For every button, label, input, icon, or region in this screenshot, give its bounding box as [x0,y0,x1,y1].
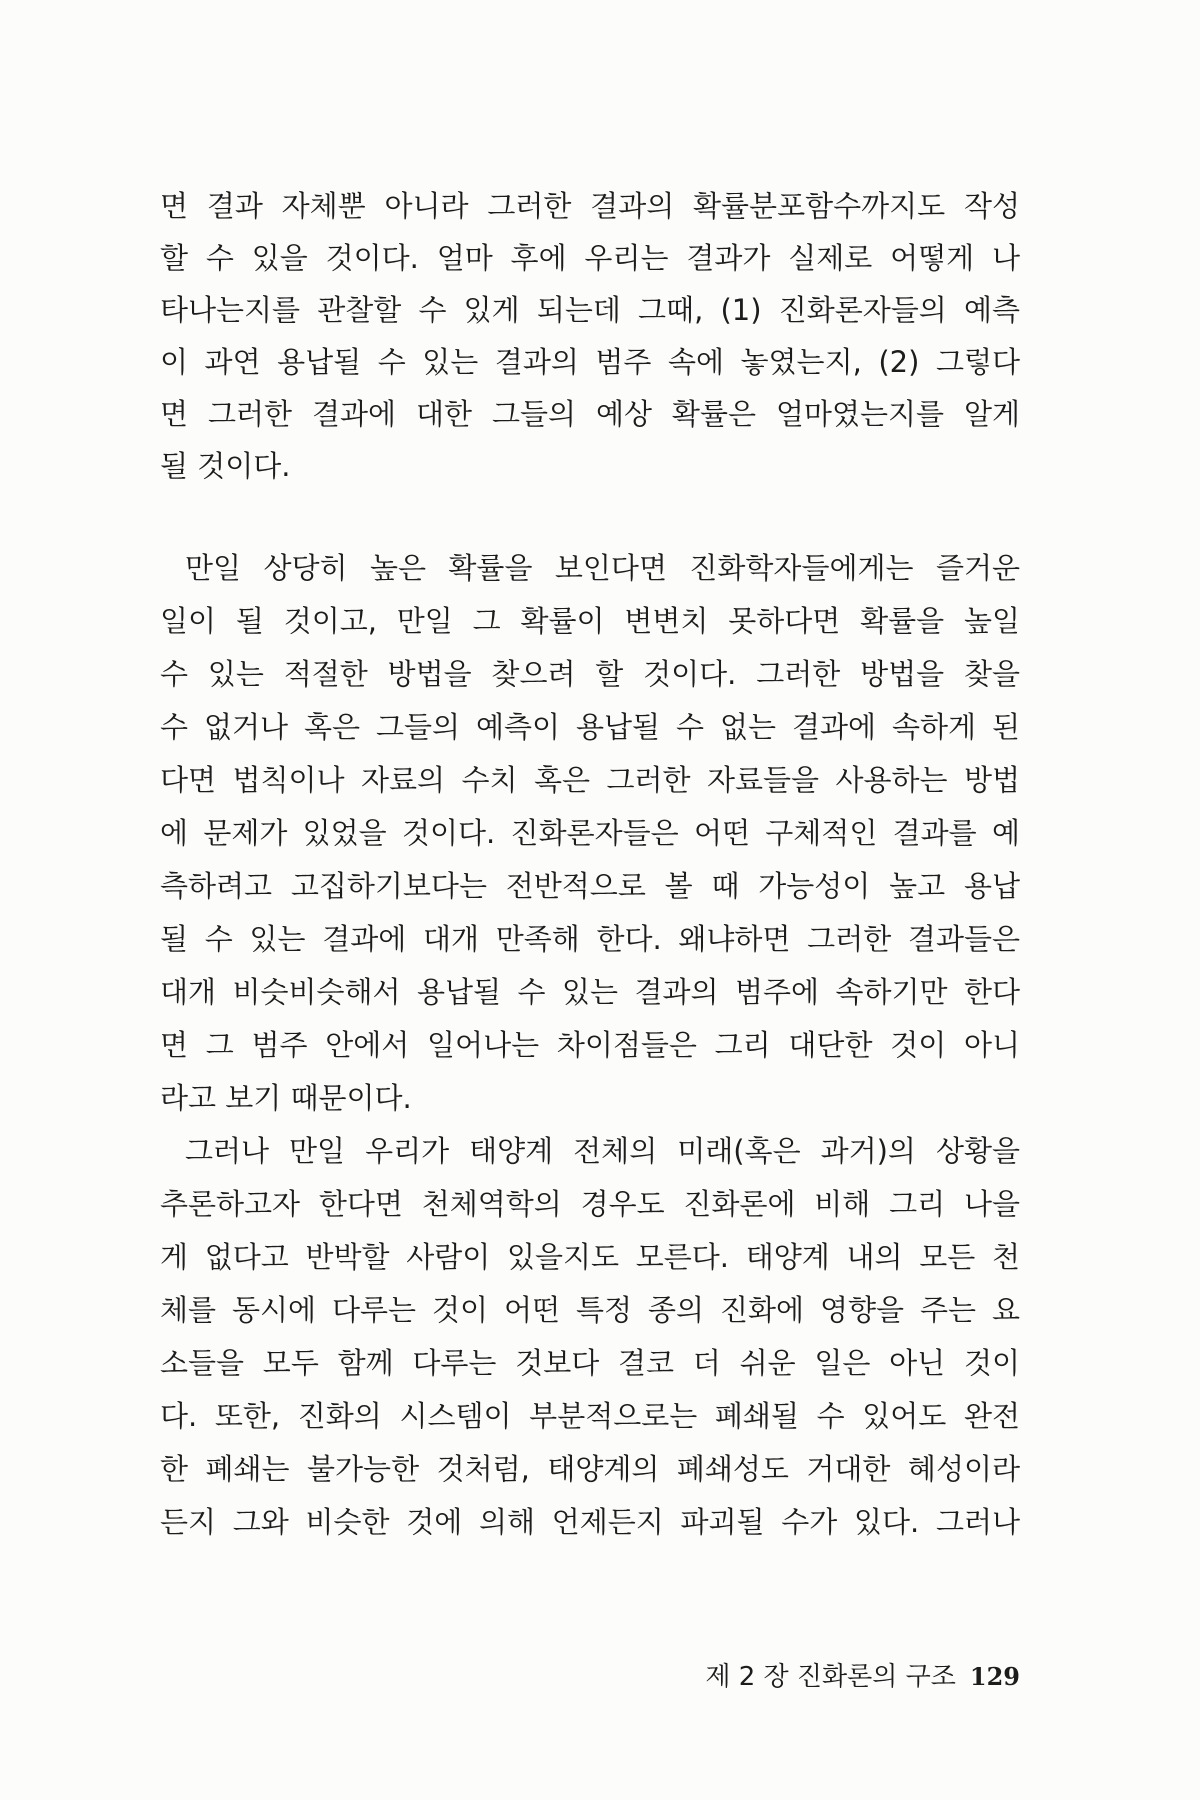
text-line: 면 결과 자체뿐 아니라 그러한 결과의 확률분포함수까지도 작성 [160,189,1020,223]
text-line: 할 수 있을 것이다. 얼마 후에 우리는 결과가 실제로 어떻게 나 [160,241,1020,275]
text-line: 추론하고자 한다면 천체역학의 경우도 진화론에 비해 그리 나을 [160,1187,1020,1221]
text-line: 다면 법칙이나 자료의 수치 혹은 그러한 자료들을 사용하는 방법 [160,763,1020,797]
page-number: 129 [969,1662,1020,1691]
text-line: 면 그 범주 안에서 일어나는 차이점들은 그리 대단한 것이 아니 [160,1028,1020,1062]
text-line: 소들을 모두 함께 다루는 것보다 결코 더 쉬운 일은 아닌 것이 [160,1346,1020,1380]
text-line: 한 폐쇄는 불가능한 것처럼, 태양계의 폐쇄성도 거대한 혜성이라 [160,1452,1020,1486]
text-line: 될 수 있는 결과에 대개 만족해 한다. 왜냐하면 그러한 결과들은 [160,922,1020,956]
text-line: 체를 동시에 다루는 것이 어떤 특정 종의 진화에 영향을 주는 요 [160,1293,1020,1327]
chapter-title: 제 2 장 진화론의 구조 [705,1662,956,1692]
text-line: 라고 보기 때문이다. [160,1081,412,1115]
text-line: 타나는지를 관찰할 수 있게 되는데 그때, (1) 진화론자들의 예측 [160,293,1020,327]
text-line: 게 없다고 반박할 사람이 있을지도 모른다. 태양계 내의 모든 천 [160,1240,1020,1274]
text-line: 대개 비슷비슷해서 용납될 수 있는 결과의 범주에 속하기만 한다 [160,975,1020,1009]
text-line: 에 문제가 있었을 것이다. 진화론자들은 어떤 구체적인 결과를 예 [160,816,1020,850]
text-line: 이 과연 용납될 수 있는 결과의 범주 속에 놓였는지, (2) 그렇다 [160,345,1020,379]
text-line: 수 있는 적절한 방법을 찾으려 할 것이다. 그러한 방법을 찾을 [160,657,1020,691]
paragraph-first-line: 만일 상당히 높은 확률을 보인다면 진화학자들에게는 즐거운 [185,551,1020,585]
text-line: 일이 될 것이고, 만일 그 확률이 변변치 못하다면 확률을 높일 [160,604,1020,638]
text-line: 수 없거나 혹은 그들의 예측이 용납될 수 없는 결과에 속하게 된 [160,710,1020,744]
text-line: 든지 그와 비슷한 것에 의해 언제든지 파괴될 수가 있다. 그러나 [160,1505,1020,1539]
text-line: 될 것이다. [160,449,291,483]
text-line: 다. 또한, 진화의 시스템이 부분적으로는 폐쇄될 수 있어도 완전 [160,1399,1020,1433]
paragraph-first-line: 그러나 만일 우리가 태양계 전체의 미래(혹은 과거)의 상황을 [185,1134,1020,1168]
text-line: 측하려고 고집하기보다는 전반적으로 볼 때 가능성이 높고 용납 [160,869,1020,903]
text-line: 면 그러한 결과에 대한 그들의 예상 확률은 얼마였는지를 알게 [160,397,1020,431]
running-footer [640,1657,1020,1697]
